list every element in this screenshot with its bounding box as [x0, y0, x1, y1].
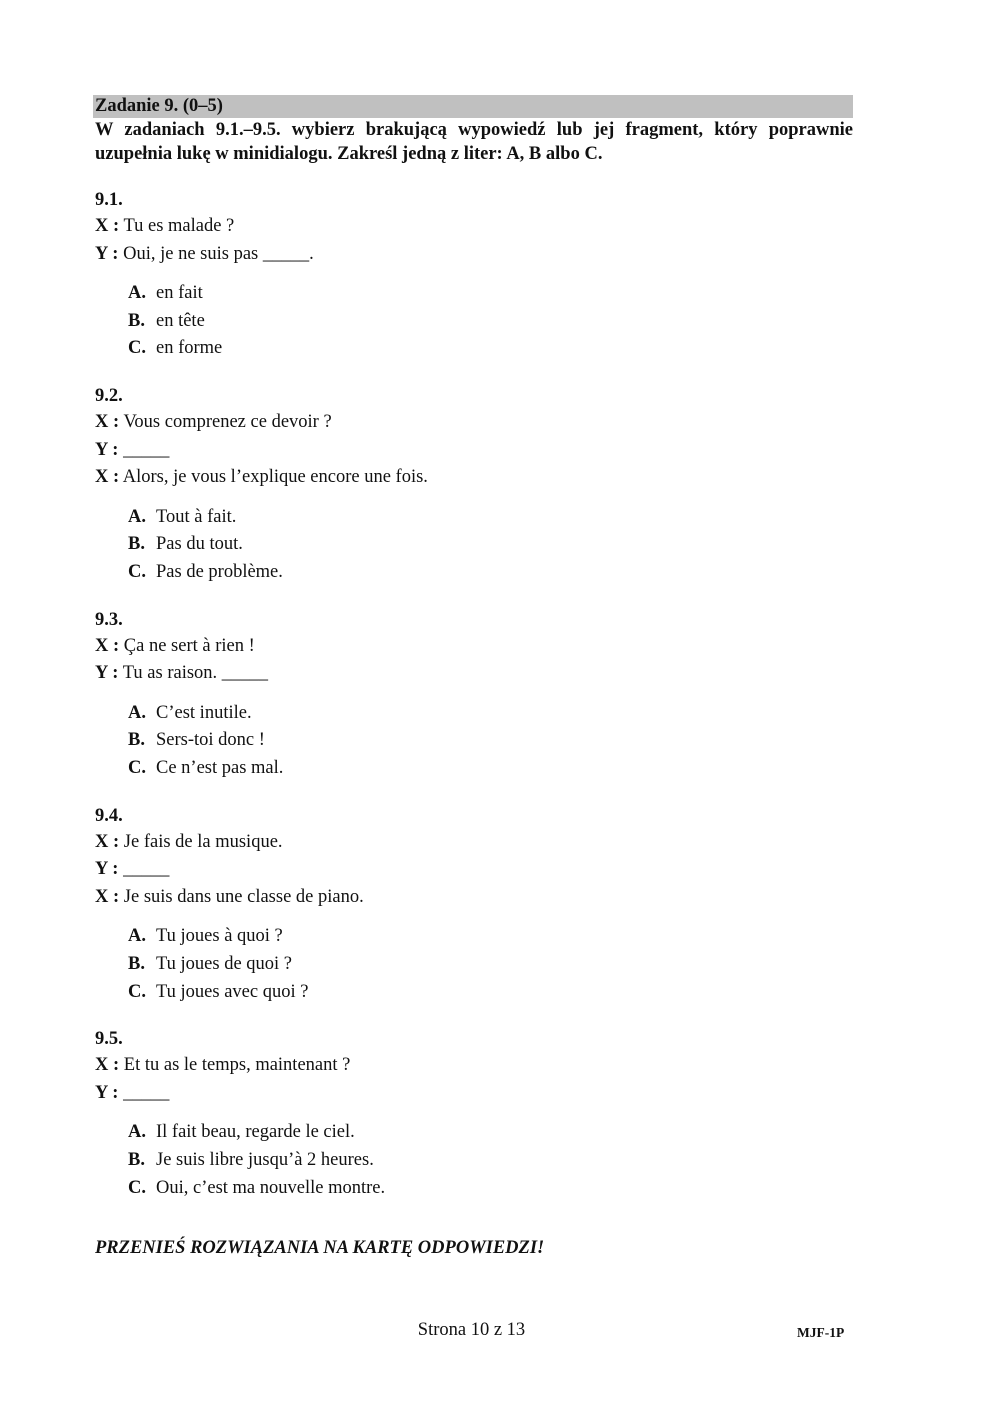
- option-text: Oui, c’est ma nouvelle montre.: [156, 1177, 386, 1198]
- dialogue-line: [95, 856, 853, 884]
- option-letter[interactable]: C.: [128, 338, 146, 359]
- exercise: [93, 1025, 853, 1201]
- dialogue-line: [95, 1052, 853, 1080]
- answer-options: [95, 503, 853, 586]
- answer-options: [95, 699, 853, 782]
- speaker-label: X :: [95, 1055, 120, 1076]
- option-letter[interactable]: A.: [128, 702, 146, 723]
- option-text: Sers-toi donc !: [156, 730, 265, 751]
- exercise: [93, 802, 853, 1006]
- dialogue-line: [95, 213, 853, 241]
- option-text: Tu joues de quoi ?: [156, 953, 293, 974]
- speaker-label: Y :: [95, 859, 119, 880]
- speaker-label: Y :: [95, 1082, 119, 1103]
- exercise: [93, 186, 853, 362]
- answer-option[interactable]: [128, 922, 853, 950]
- option-text: en fait: [156, 283, 203, 303]
- task-instruction: W zadaniach 9.1.–9.5. wybierz brakującą wypowiedź lub jej fragment, który poprawnie uzupełnia lukę w minidialogu. Zakreśl jedną z liter: A, B albo C.: [95, 120, 853, 164]
- option-text: Tu joues avec quoi ?: [156, 981, 309, 1002]
- answer-option[interactable]: [128, 1118, 853, 1146]
- exercise-number: 9.3.: [95, 609, 123, 630]
- exercise-number: 9.1.: [95, 190, 123, 210]
- option-text: Il fait beau, regarde le ciel.: [156, 1122, 355, 1143]
- option-letter[interactable]: B.: [128, 730, 145, 751]
- dialogue-text: Oui, je ne suis pas _____.: [123, 243, 314, 264]
- option-text: Pas de problème.: [156, 561, 283, 582]
- answer-option[interactable]: [128, 1146, 853, 1174]
- option-text: Tu joues à quoi ?: [156, 926, 283, 947]
- dialogue-text: Et tu as le temps, maintenant ?: [123, 1055, 351, 1076]
- option-letter[interactable]: A.: [128, 926, 146, 947]
- answer-options: [95, 922, 853, 1005]
- answer-option[interactable]: [128, 558, 853, 586]
- exercise-number: 9.4.: [95, 805, 123, 826]
- dialogue-line: [95, 633, 853, 661]
- answer-option[interactable]: [128, 307, 853, 335]
- option-letter[interactable]: C.: [128, 561, 146, 582]
- option-text: Je suis libre jusqu’à 2 heures.: [156, 1149, 374, 1170]
- exercise-number: 9.5.: [95, 1029, 123, 1050]
- dialogue-line: [95, 437, 853, 465]
- dialogue-text: Tu as raison. _____: [122, 663, 269, 684]
- answer-options: [95, 279, 853, 362]
- dialogue-line: [95, 1080, 853, 1108]
- dialogue-text: Alors, je vous l’explique encore une fois.: [122, 467, 428, 488]
- page-number: Strona 10 z 13: [417, 1320, 526, 1340]
- dialogue-text: Tu es malade ?: [123, 216, 235, 236]
- answer-option[interactable]: [128, 978, 853, 1006]
- option-letter[interactable]: C.: [128, 1177, 146, 1198]
- speaker-label: Y :: [95, 439, 119, 460]
- speaker-label: X :: [95, 831, 120, 852]
- answer-option[interactable]: [128, 754, 853, 782]
- answer-option[interactable]: [128, 279, 853, 307]
- answer-option[interactable]: [128, 950, 853, 978]
- answer-option[interactable]: [128, 726, 853, 754]
- dialogue-text: Je fais de la musique.: [123, 831, 283, 852]
- speaker-label: Y :: [95, 243, 119, 264]
- option-letter[interactable]: C.: [128, 758, 146, 778]
- speaker-label: Y :: [95, 663, 119, 684]
- answer-option[interactable]: [128, 334, 853, 362]
- dialogue-line: [95, 464, 853, 492]
- speaker-label: X :: [95, 886, 120, 907]
- dialogue-line: [95, 241, 853, 269]
- option-letter[interactable]: A.: [128, 283, 146, 303]
- dialogue-text: _____: [123, 439, 170, 460]
- task-header: Zadanie 9. (0–5): [93, 95, 853, 118]
- answer-option[interactable]: [128, 530, 853, 558]
- speaker-label: X :: [95, 216, 120, 236]
- option-letter[interactable]: B.: [128, 534, 145, 555]
- option-text: Tout à fait.: [156, 506, 237, 527]
- option-text: en forme: [156, 338, 223, 359]
- dialogue-line: [95, 409, 853, 437]
- exercise-list: [93, 186, 853, 1201]
- final-note: PRZENIEŚ ROZWIĄZANIA NA KARTĘ ODPOWIEDZI!: [95, 1238, 545, 1258]
- speaker-label: X :: [95, 467, 120, 488]
- option-letter[interactable]: A.: [128, 1122, 146, 1143]
- option-letter[interactable]: A.: [128, 506, 146, 527]
- dialogue-line: [95, 829, 853, 857]
- option-text: en tête: [156, 310, 205, 331]
- dialogue-text: _____: [123, 1082, 170, 1103]
- exam-page: [93, 95, 853, 1201]
- speaker-label: X :: [95, 412, 120, 433]
- dialogue-line: [95, 884, 853, 912]
- dialogue-line: [95, 660, 853, 688]
- dialogue-text: _____: [123, 859, 170, 880]
- dialogue-text: Je suis dans une classe de piano.: [123, 886, 364, 907]
- option-text: Pas du tout.: [156, 534, 243, 555]
- exercise: [93, 606, 853, 782]
- option-letter[interactable]: B.: [128, 953, 145, 974]
- answer-option[interactable]: [128, 1174, 853, 1202]
- exercise-number: 9.2.: [95, 386, 123, 407]
- option-text: C’est inutile.: [156, 702, 252, 723]
- option-letter[interactable]: B.: [128, 310, 145, 331]
- answer-option[interactable]: [128, 503, 853, 531]
- answer-option[interactable]: [128, 699, 853, 727]
- dialogue-text: Ça ne sert à rien !: [123, 635, 255, 656]
- exercise: [93, 382, 853, 586]
- option-text: Ce n’est pas mal.: [156, 758, 284, 778]
- answer-options: [95, 1118, 853, 1201]
- dialogue-text: Vous comprenez ce devoir ?: [123, 412, 332, 433]
- option-letter[interactable]: B.: [128, 1149, 145, 1170]
- speaker-label: X :: [95, 635, 120, 656]
- option-letter[interactable]: C.: [128, 981, 146, 1002]
- exam-code: MJF-1P: [797, 1325, 845, 1340]
